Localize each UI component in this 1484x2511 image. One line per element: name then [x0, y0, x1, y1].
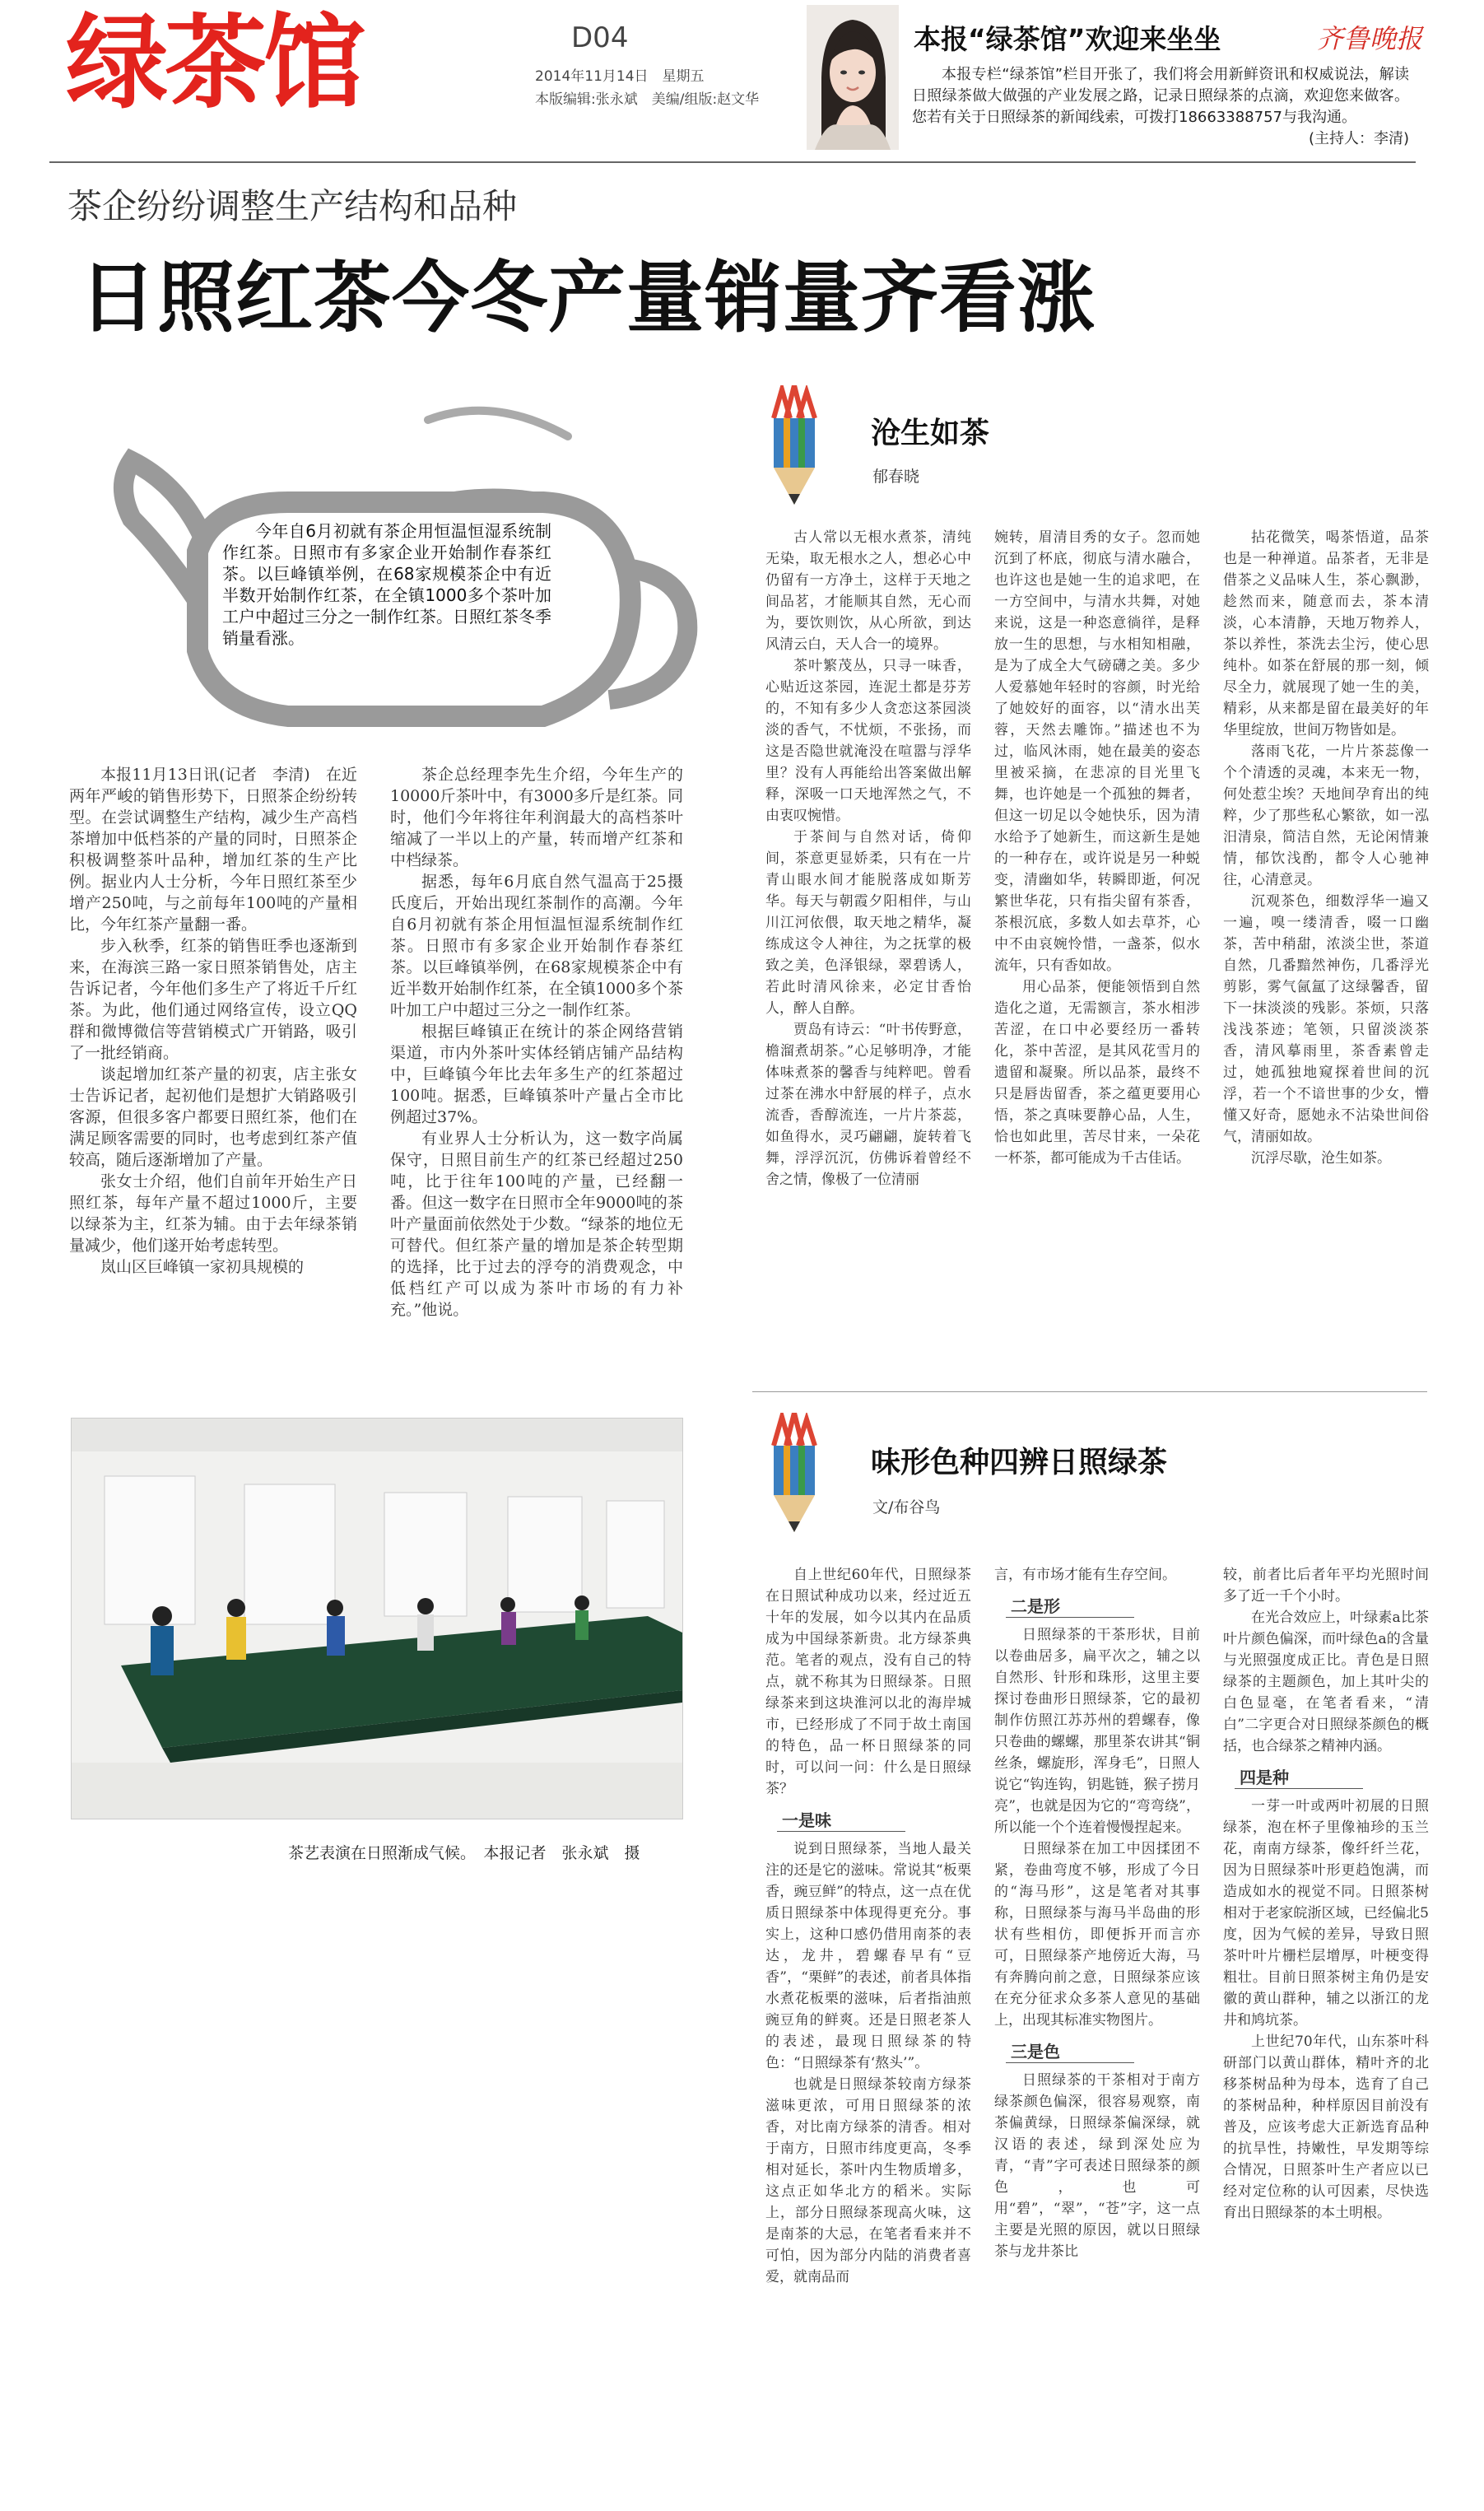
paragraph: 茶叶繁茂丛，只寻一味香，心贴近这茶园，连泥土都是芬芳的，不知有多少人贪恋这茶园淡淡的香气，不忧烦，不张扬，而这是否隐世就淹没在喧嚣与浮华里？没有人再能给出答案做出解释，深吸一口天地浑然之气，不由衷叹惋惜。	[765, 658, 971, 824]
paragraph: 日照绿茶的干茶相对于南方绿茶颜色偏深，很容易观察，南茶偏黄绿，日照绿茶偏深绿，就汉语的表述，绿到深处应为青，“青”字可表述日照绿茶的颜色，也可用“碧”，“翠”，“苍”字，这一点主要是光照的原因，就以日照绿茶与龙井茶比	[994, 2072, 1200, 2260]
subhead-shape: 二是形	[1006, 1596, 1134, 1618]
paragraph: 一芽一叶或两叶初展的日照绿茶，泡在杯子里像袖珍的玉兰花，南南方绿茶，像纤纤兰花，因为日照绿茶叶形更趋饱满，而造成如水的视觉不同。日照茶树相对于老家皖浙区域，已经偏北5度，因为气候的差异，导致日照茶叶叶片栅栏层增厚，叶梗变得粗壮。目前日照茶树主角仍是安徽的黄山群种，辅之以浙江的龙井和鸠坑茶。	[1223, 1798, 1429, 2029]
masthead-divider	[49, 161, 1416, 163]
essay2-col2	[994, 1564, 1200, 2495]
paragraph: 古人常以无根水煮茶，清纯无染，取无根水之人，想必心中仍留有一方净土，这样于天地之间品茗，才能顺其自然，无心而为，要饮则饮，从心所欲，到达风清云白，天人合一的境界。	[765, 529, 971, 653]
host-name: (主持人：李清)	[1308, 130, 1409, 147]
essay1-col1	[765, 527, 971, 1367]
paragraph: 拈花微笑，喝茶悟道，品茶也是一种禅道。品茶者，无非是借茶之义品味人生，茶心飘渺，趁然而来，随意而去，茶本清淡，心本清静，天地万物养人，茶以养性，茶洗去尘污，使心思纯朴。如茶在舒展的那一刻，倾尽全力，就展现了她一生的美，精彩，从来都是留在最美好的年华里绽放，世间万物皆如是。	[1223, 529, 1429, 738]
lead-paragraph: 今年自6月初就有茶企用恒温恒湿系统制作红茶。日照市有多家企业开始制作春茶红茶。以巨峰镇举例，在68家规模茶企中有近半数开始制作红茶，在全镇1000多个茶叶加工户中超过三分之一制作红茶。日照红茶冬季销量看涨。	[222, 521, 551, 648]
essay1-col3	[1223, 527, 1429, 1367]
paragraph: 据悉，每年6月底自然气温高于25摄氏度后，开始出现红茶制作的高潮。今年自6月初就有茶企用恒温恒湿系统制作红茶。日照市有多家企业开始制作春茶红茶。以巨峰镇举例，在68家规模茶企中有近半数开始制作红茶，在全镇1000多个茶叶加工户中超过三分之一制作红茶。	[390, 873, 683, 1019]
paragraph: 上世纪70年代，山东茶叶科研部门以黄山群体，精叶齐的北移茶树品种为母本，选育了自己的茶树品种，种样原因目前没有普及，应该考虑大正新选育品种的抗旱性，持嫩性，早发期等综合情况，日照茶叶生产者应以已经对定位称的认可因素，尽快选育出日照绿茶的本土明根。	[1223, 2033, 1429, 2221]
paragraph: 岚山区巨峰镇一家初具规模的	[100, 1258, 305, 1276]
essay2-title: 味形色种四辨日照绿茶	[871, 1446, 1168, 1479]
paragraph: 张女士介绍，他们自前年开始生产日照红茶，每年产量不超过1000斤，主要以绿茶为主，红茶为辅。由于去年绿茶销量减少，他们遂开始考虑转型。	[69, 1172, 357, 1255]
main-article-col1	[69, 764, 357, 1381]
paragraph: 自上世纪60年代，日照绿茶在日照试种成功以来，经过近五十年的发展，如今以其内在品质成为中国绿茶新贵。北方绿茶典范。笔者的观点，没有自己的特点，就不称其为日照绿茶。日照绿茶来到这块淮河以北的海岸城市，已经形成了不同于故土南国的特色，品一杯日照绿茶的同时，可以问一问：什么是日照绿茶？	[765, 1567, 971, 1797]
main-headline: 日照红茶今冬产量销量齐看涨	[79, 254, 1096, 343]
paragraph: 谈起增加红茶产量的初衷，店主张女士告诉记者，起初他们是想扩大销路吸引客源，但很多客户都要日照红茶，他们在满足顾客需要的同时，也考虑到红茶产值较高，随后逐渐增加了产量。	[69, 1065, 357, 1169]
paragraph: 有业界人士分析认为，这一数字尚属保守，日照目前生产的红茶已经超过250吨，比于往年100吨的产量，已经翻一番。但这一数字在日照市全年9000吨的茶叶产量面前依然处于少数。“绿茶的地位无可替代。但红茶产量的增加是茶企转型期的选择，比于过去的浮夸的消费观念，中低档红产可以成为茶叶市场的有力补充。”他说。	[390, 1130, 683, 1319]
subhead-variety: 四是种	[1235, 1767, 1363, 1789]
welcome-title: 本报“绿茶馆”欢迎来坐坐	[914, 23, 1221, 55]
photo-caption: 茶艺表演在日照渐成气候。 本报记者 张永斌 摄	[288, 1844, 640, 1862]
essay-divider	[752, 1391, 1427, 1392]
paragraph: 于茶间与自然对话，倚仰间，茶意更显娇柔，只有在一片青山眼水间才能脱落成如斯芳华。每天与朝霞夕阳相伴，与山川江河依偎，取天地之精华，凝练成这令人神往，为之抚掌的极致之美，色泽银绿，翠碧诱人，若此时清风徐来，必定甘香怡人，醉人自醉。	[765, 829, 971, 1017]
newspaper-name: 齐鲁晚报	[1317, 23, 1423, 54]
masthead	[0, 0, 1484, 165]
paragraph: 贾岛有诗云：“叶书传野意，檐溜煮胡茶。”心足够明净，才能体味煮茶的馨香与纯粹吧。曾看过茶在沸水中舒展的样子，点水流香，香醇流连，一片片茶蕊，如鱼得水，灵巧翩翩，旋转着飞舞，浮浮沉沉，仿佛诉着曾经不舍之情，像极了一位清丽	[765, 1022, 971, 1188]
essay1-col2	[994, 527, 1200, 1367]
paragraph: 也就是日照绿茶较南方绿茶滋味更浓，可用日照绿茶的浓香，对比南方绿茶的清香。相对于南方，日照市纬度更高，冬季相对延长，茶叶内生物质增多，这点正如华北方的稻米。实际上，部分日照绿茶现高火味，这是南茶的大忌，在笔者看来并不可怕，因为部分内陆的消费者喜爱，就南品而	[765, 2076, 971, 2285]
paragraph: 沉观茶色，细数浮华一遍又一遍，嗅一缕清香，啜一口幽茶，苦中稍甜，浓淡尘世，茶道自然，几番黯然神伤，几番浮光剪影，雾气氤氲了这绿馨香，留下一抹淡淡的残影。茶烦，只落浅浅茶迹；笔领，只留淡淡茶香，清风摹雨里，茶香素曾走过，她孤独地窥探着世间的沉浮，若一个不谙世事的少女，懵懂又好奇，愿她永不沾染世间俗气，清丽如故。	[1223, 893, 1429, 1145]
paragraph: 在光合效应上，叶绿素a比茶叶片颜色偏深，而叶绿色a的含量与光照强度成正比。青色是日照绿茶的主题颜色，加上其叶尖的白色显毫，在笔者看来，“清白”二字更合对日照绿茶颜色的概括，也合绿茶之精神内涵。	[1223, 1610, 1429, 1754]
pencil-icon	[765, 1413, 823, 1536]
kicker-headline: 茶企纷纷调整生产结构和品种	[67, 186, 518, 226]
paragraph: 本报11月13日讯(记者 李清) 在近两年严峻的销售形势下，日照茶企纷纷转型。在尝试调整生产结构，减少生产高档茶增加中低档茶的产量的同时，日照茶企积极调整茶叶品种，增加红茶的生产比例。据业内人士分析，今年日照红茶至少增产250吨，与之前每年100吨的产量相比，今年红茶产量翻一番。	[69, 766, 357, 934]
paragraph: 较，前者比后者年平均光照时间多了近一千个小时。	[1223, 1567, 1429, 1605]
photo-image	[72, 1419, 682, 1819]
editors-line: 本版编辑:张永斌 美编/组版:赵文华	[535, 91, 760, 108]
paragraph: 茶企总经理李先生介绍，今年生产的10000斤茶叶中，有3000多斤是红茶。同时，他们今年将往年利润最大的高档茶叶缩减了一半以上的产量，转而增产红茶和中档绿茶。	[390, 766, 683, 869]
paragraph: 言，有市场才能有生存空间。	[994, 1567, 1176, 1583]
paragraph: 沉浮尽歇，沧生如茶。	[1251, 1150, 1391, 1167]
welcome-text	[912, 64, 1409, 150]
subhead-color: 三是色	[1006, 2041, 1134, 2063]
tea-ceremony-photo	[71, 1418, 683, 1819]
essay1-title: 沧生如茶	[871, 417, 990, 450]
host-portrait-image	[807, 5, 899, 150]
essay2-col1	[765, 1564, 971, 2495]
avatar	[807, 5, 899, 150]
paragraph: 落雨飞花，一片片茶蕊像一个个清透的灵魂，本来无一物，何处惹尘埃？天地间孕育出的纯粹，少了那些私心繁欲，如一泓汨清泉，简洁自然，无论闲情兼情，郁饮浅酌，都令人心驰神往，心清意灵。	[1223, 743, 1429, 888]
welcome-text-body: 本报专栏“绿茶馆”栏目开张了，我们将会用新鲜资讯和权威说法，解读日照绿茶做大做强的产业发展之路，记录日照绿茶的点滴，欢迎您来做客。您若有关于日照绿茶的新闻线索，可拨打18663388757与我沟通。	[912, 66, 1409, 126]
essay2-col3	[1223, 1564, 1429, 2495]
paragraph: 日照绿茶在加工中因揉团不紧，卷曲弯度不够，形成了今日的“海马形”，这是笔者对其事称，日照绿茶与海马半岛曲的形状有些相仿，即便拆开而言亦可，日照绿茶产地傍近大海，马有奔腾向前之意，日照绿茶应该在充分征求众多茶人意见的基础上，出现其标准实物图片。	[994, 1841, 1200, 2029]
paragraph: 步入秋季，红茶的销售旺季也逐渐到来，在海滨三路一家日照茶销售处，店主告诉记者，今年他们多生产了将近千斤红茶。为此，他们通过网络宣传，设立QQ群和微博微信等营销模式广开销路，吸引了一批经销商。	[69, 937, 357, 1062]
paragraph: 婉转，眉清目秀的女子。忽而她沉到了杯底，彻底与清水融合，也许这也是她一生的追求吧，在一方空间中，与清水共舞，对她来说，这是一种恣意徜徉，是释放一生的思想，与水相知相融，是为了成全大气磅礴之美。多少人爱慕她年轻时的容颜，时光给了她姣好的面容，以“清水出芙蓉，天然去雕饰。”描述也不为过，临风沐雨，她在最美的姿态里被采摘，在悲凉的目光里飞舞，也许她是一个孤独的舞者，但这一切足以令她快乐，因为清水给予了她新生，而这新生是她的一种存在，或许说是另一种蜕变，清幽如华，转瞬即逝，何况繁世华花，只有指尖留有茶香，茶根沉底，多数人如去草芥，心中不由哀婉怜惜，一盏茶，似水流年，只有香如故。	[994, 529, 1200, 974]
pencil-icon	[765, 385, 823, 509]
paragraph: 说到日照绿茶，当地人最关注的还是它的滋味。常说其“板栗香，豌豆鲜”的特点，这一点在优质日照绿茶中体现得更充分。事实上，这种口感仍借用南茶的表达，龙井，碧螺春早有“豆香”，“栗鲜”的表述，前者具体指水煮花板栗的滋味，后者指油煎豌豆角的鲜爽。还是日照老茶人的表述，最现日照绿茶的特色：“日照绿茶有‘熬头’”。	[765, 1841, 971, 2071]
subhead-taste: 一是味	[777, 1810, 905, 1832]
essay2-author: 文/布谷鸟	[872, 1498, 941, 1516]
paragraph: 日照绿茶的干茶形状，目前以卷曲居多，扁平次之，辅之以自然形、针形和珠形，这里主要探讨卷曲形日照绿茶，它的最初制作仿照江苏苏州的碧螺春，像只卷曲的螺螺，那里茶农讲其“铜丝条，螺旋形，浑身毛”，日照人说它“钩连钩，钥匙链，猴子捞月亮”，也就是因为它的“弯弯绕”，所以能一个个连着慢慢捏起来。	[994, 1627, 1200, 1836]
main-article-col2	[390, 764, 683, 1381]
logo: 绿茶馆	[66, 4, 363, 123]
date-line: 2014年11月14日 星期五	[535, 68, 705, 85]
essay1-author: 郁春晓	[872, 468, 920, 486]
paragraph: 根据巨峰镇正在统计的茶企网络营销渠道，市内外茶叶实体经销店铺产品结构中，巨峰镇今年比去年多生产的红茶超过100吨。据悉，巨峰镇茶叶产量占全市比例超过37%。	[390, 1023, 683, 1126]
paragraph: 用心品茶，便能领悟到自然造化之道，无需额言，茶水相涉苦涩，在口中必要经历一番转化，茶中苦涩，是其风花雪月的遗留和凝聚。所以品茶，最终不只是唇齿留香，茶之蕴更要用心悟，茶之真味要静心品，人生，恰也如此里，苦尽甘来，一朵花一杯茶，都可能成为千古佳话。	[994, 979, 1200, 1167]
page-code: D04	[571, 21, 629, 54]
